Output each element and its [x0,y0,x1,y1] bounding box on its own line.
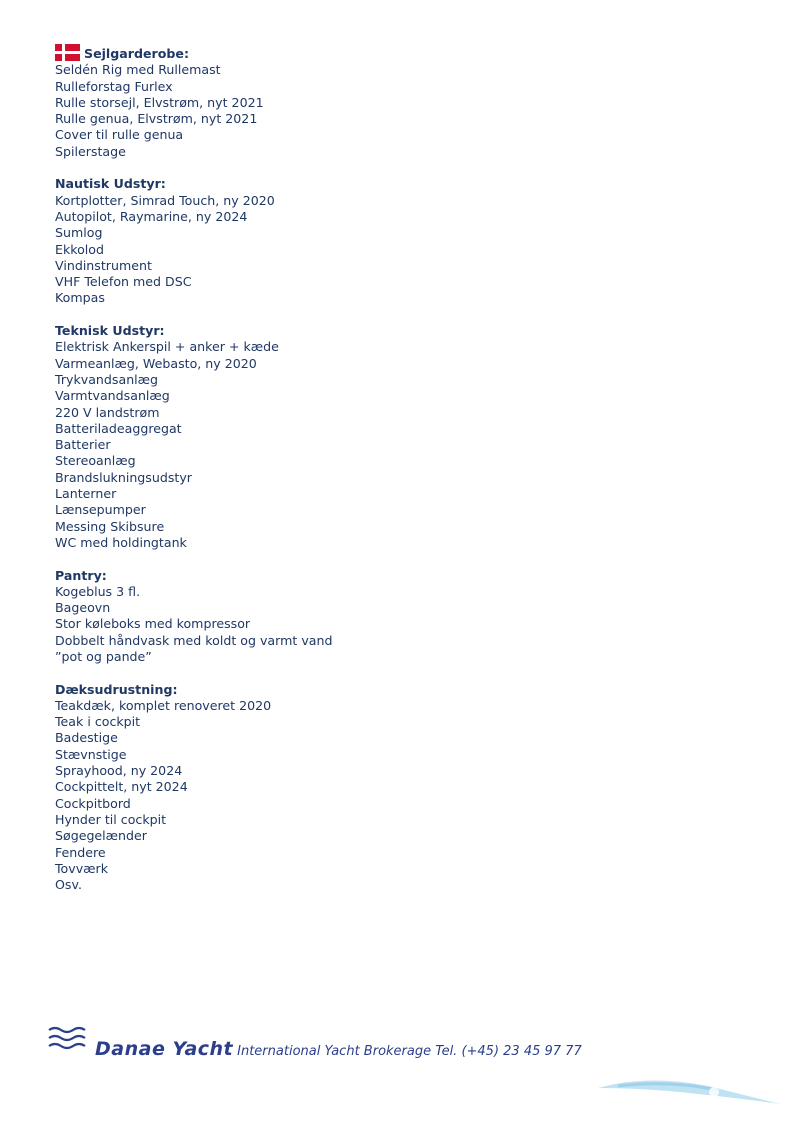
list-item: Rulle genua, Elvstrøm, nyt 2021 [55,111,258,127]
brand-name: Danae Yacht [95,1038,234,1060]
list-item: Lanterner [55,486,117,502]
section-heading: Pantry: [55,567,107,583]
footer-text [95,1038,582,1060]
list-item: Rulle storsejl, Elvstrøm, nyt 2021 [55,94,264,110]
list-item: Kortplotter, Simrad Touch, ny 2020 [55,192,275,208]
list-item: Sprayhood, ny 2024 [55,763,183,779]
danish-flag-icon [55,44,80,61]
list-item: Ekkolod [55,241,104,257]
list-item: ”pot og pande” [55,648,152,664]
list-item: Cockpitbord [55,795,131,811]
list-item: Batteriladeaggregat [55,420,182,436]
list-item: Seldén Rig med Rullemast [55,62,221,78]
list-item: Kompas [55,290,105,306]
section-heading: Dæksudrustning: [55,681,178,697]
list-item: Rulleforstag Furlex [55,78,173,94]
list-item: Brandslukningsudstyr [55,469,192,485]
list-item: Varmtvandsanlæg [55,388,170,404]
footer [47,1022,767,1062]
list-item: Fendere [55,844,106,860]
list-item: Cockpittelt, nyt 2024 [55,779,188,795]
list-item: Teak i cockpit [55,714,141,730]
footer-tagline: International Yacht Brokerage Tel. (+45) 23 45 97 77 [237,1044,582,1059]
list-item: Elektrisk Ankerspil + anker + kæde [55,339,279,355]
list-item: Tovværk [55,860,108,876]
list-item: Spilerstage [55,143,126,159]
section-heading-text: Sejlgarderobe: [84,46,189,61]
list-item: Trykvandsanlæg [55,371,159,387]
list-item: Stereoanlæg [55,453,136,469]
list-item: 220 V landstrøm [55,404,160,420]
section-daeksudrustning [55,682,755,894]
list-item: WC med holdingtank [55,534,187,550]
section-nautisk-udstyr [55,176,755,306]
list-item: Hynder til cockpit [55,811,167,827]
list-item: Stævnstige [55,746,127,762]
swoosh-icon [598,1078,783,1110]
section-heading: Nautisk Udstyr: [55,176,166,192]
list-item: Kogeblus 3 fl. [55,583,141,599]
list-item: Varmeanlæg, Webasto, ny 2020 [55,355,257,371]
list-item: Stor køleboks med kompressor [55,616,251,632]
list-item: Osv. [55,877,82,893]
waves-logo-icon [47,1024,87,1054]
list-item: Bageovn [55,600,111,616]
list-item: Lænsepumper [55,502,146,518]
list-item: Messing Skibsure [55,518,165,534]
equipment-list [55,46,755,893]
section-teknisk-udstyr [55,323,755,551]
list-item: Cover til rulle genua [55,127,184,143]
list-item: Sumlog [55,225,103,241]
section-heading [55,46,755,62]
list-item: Teakdæk, komplet renoveret 2020 [55,697,272,713]
list-item: VHF Telefon med DSC [55,274,192,290]
section-sejlgarderobe [55,46,755,160]
list-item: Autopilot, Raymarine, ny 2024 [55,208,248,224]
section-heading: Teknisk Udstyr: [55,323,165,339]
list-item: Dobbelt håndvask med koldt og varmt vand [55,632,333,648]
list-item: Vindinstrument [55,257,152,273]
section-pantry [55,568,755,666]
list-item: Batterier [55,437,111,453]
list-item: Søgegelænder [55,828,147,844]
list-item: Badestige [55,730,118,746]
